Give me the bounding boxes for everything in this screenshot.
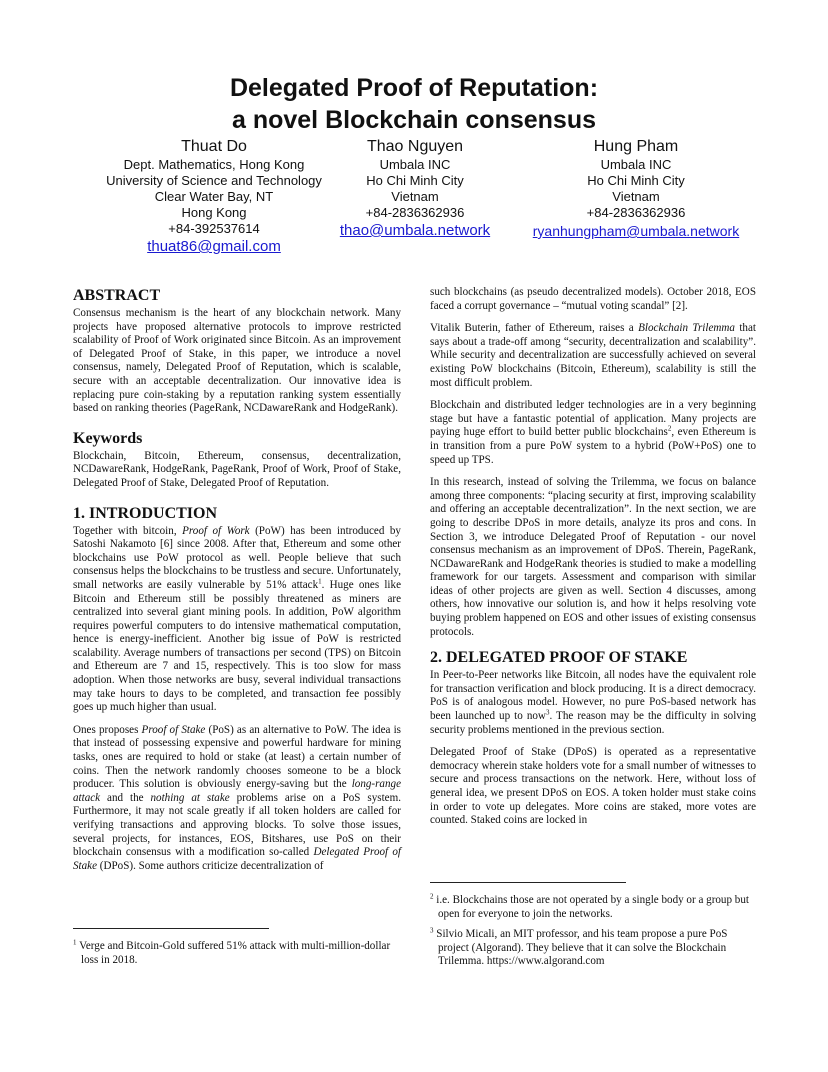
footnote-marker: 1 [318, 577, 322, 586]
left-column [73, 286, 401, 882]
author-block-1 [73, 137, 355, 257]
dpos-paragraph-1: In Peer-to-Peer networks like Bitcoin, all nodes have the equivalent role for transaction verification and block producing. It is a direct democracy. PoS is of analogous model. However, no pure PoS-based network has been launched up to now$^3$. The reason may be the difficulty in solving security problems mentioned in the previous section. [430, 669, 757, 736]
author-block-3 [520, 137, 752, 241]
footnote-marker: 3 [545, 708, 550, 717]
author-email-link[interactable]: ryanhungpham@umbala.network [532, 223, 740, 239]
footnote-rule-left [73, 928, 269, 929]
author-affiliation-line: Vietnam [391, 189, 439, 204]
author-email-link[interactable]: thuat86@gmail.com [147, 238, 281, 255]
right-paragraph-0: such blockchains (as pseudo decentralized models). October 2018, EOS faced a corrupt governance – “mutual voting scandal” [2]. [430, 286, 756, 312]
intro-paragraph-1: Together with bitcoin, Proof of Work (PoW) has been introduced by Satoshi Nakamoto [6] since 2008. After that, Ethereum and some other blockchains use PoW protocol as well. People believe that such consensus helps the blockchains to be trustless and secure. Unfortunately, small networks are easily vulnerable by 51% attack$^1$. Huge ones like Bitcoin and Ethereum still be possibly threatened as miners are centralized into several giant mining pools. In addition, PoW algorithm requires powerful computers to do intensive mathematical computation, hence is energy-inefficient. Another big issue of PoW is restricted scalability. Average numbers of transactions per second (TPS) on Bitcoin and Ethereum are 7 and 15, respectively. This is too slow for mass adoption. When those networks are busy, several individual transactions may take hours to days to be completed, and transaction fee possibly goes up much higher than usual. [73, 524, 401, 714]
author-affiliation-line: Clear Water Bay, NT [154, 189, 274, 204]
author-affiliation-line: University of Science and Technology [106, 173, 322, 188]
abstract-text: Consensus mechanism is the heart of any blockchain network. Many projects have proposed alternative protocols to improve restricted scalability of Proof of Work originated since Bitcoin. As an improvement of Delegated Proof of Stake, in this paper, we introduce a novel consensus, namely, Delegated Proof of Reputation, which is scalable, secure with an acceptable decentralization. Our innovative idea is replacing pure coin-staking by a reputation ranking system essentially based on ranking theories (PageRank, NCDawareRank and HodgeRank). [73, 307, 401, 415]
footnote-marker: 2 [667, 424, 672, 433]
right-paragraph-1: Vitalik Buterin, father of Ethereum, raises a Blockchain Trilemma that says about a trade-off among “security, decentralization and scalability”. While security and decentralization are successfully achieved on several existing PoW blockchains (Bitcoin, Ethereum), scalability is still the most difficult problem. [430, 322, 756, 389]
author-affiliation-line: Ho Chi Minh City [587, 173, 685, 188]
title-line-1: Delegated Proof of Reputation: [229, 74, 599, 102]
intro-paragraph-2: Ones proposes Proof of Stake (PoS) as an alternative to PoW. The idea is that instead of possessing expensive and powerful hardware for mining tasks, ones are required to hold or stake (at least) a certain number of coins. Then the network randomly chooses someone to be a block producer. This solution is obviously energy-saving but the long-range attack and the nothing at stake problems arise on a PoS system. Furthermore, it may not scale greatly if all token holders are called for verifying transactions and approving blocks. To solve those issues, several projects, for instances, EOS, Bitshares, use PoS on their blockchain consensus with a modification so-called Delegated Proof of Stake (DPoS). Some authors criticize decentralization of [73, 723, 401, 872]
author-phone: +84-2836362936 [365, 205, 465, 220]
author-affiliation-line: Umbala INC [600, 157, 672, 172]
footnote-1: $^1$ Verge and Bitcoin-Gold suffered 51% attack with multi-million-dollar loss in 2018. [73, 938, 391, 966]
author-name: Thao Nguyen [366, 138, 464, 155]
author-affiliation-line: Vietnam [612, 189, 660, 204]
author-email-link[interactable]: thao@umbala.network [339, 222, 491, 239]
keywords-heading: Keywords [73, 429, 143, 447]
author-name: Thuat Do [181, 138, 247, 155]
paper-title [0, 72, 828, 136]
title-line-2: a novel Blockchain consensus [231, 106, 596, 134]
author-affiliation-line: Dept. Mathematics, Hong Kong [123, 157, 305, 172]
author-affiliation-line: Hong Kong [181, 205, 247, 220]
right-paragraph-3: In this research, instead of solving the Trilemma, we focus on balance among three components: “placing security at first, improving scalability and offering an acceptable decentralization”. In the next section, we are going to describe DPoS in more details, analyze its pros and cons. In Section 3, we introduce Delegated Proof of Reputation - our novel consensus mechanism as an improvement of DPoS. Therein, PageRank, NCDawareRank and HodgeRank theories is studied to make a modelling framework for our targets. Assessment and comparison with similar ideas of other projects are given as well. Section 4 discusses, among others, how innovative our solution is, and how it helps resolving vote buying problem happened on EOS and other issues of existing consensus protocols. [430, 476, 756, 638]
footnote-3: $^3$ Silvio Micali, an MIT professor, and his team propose a pure PoS project (Algorand). They believe that it can solve the Blockchain Trilemma. https://www.algorand.com [430, 926, 728, 968]
introduction-heading: 1. INTRODUCTION [73, 504, 218, 522]
author-phone: +84-2836362936 [586, 205, 686, 220]
footnote-rule-right [430, 882, 626, 883]
abstract-heading: ABSTRACT [73, 287, 161, 304]
dpos-paragraph-2: Delegated Proof of Stake (DPoS) is operated as a representative democracy wherein stake holders vote for a small number of witnesses to secure and process transactions on the network. Here, without loss of general idea, we present DPoS on EOS. A token holder must stake coins in order to vote up delegates. More coins are staked, more votes are counted. Staked coins are locked in [430, 746, 756, 827]
right-column [430, 286, 756, 837]
keywords-text: Blockchain, Bitcoin, Ethereum, consensus, decentralization, NCDawareRank, HodgeRank, PageRank, Proof of Work, Proof of Stake, Delegated Proof of Stake, Delegated Proof of Reputation. [73, 449, 401, 489]
author-affiliation-line: Umbala INC [379, 157, 451, 172]
author-block-2 [320, 137, 510, 241]
footnote-2: $^2$ i.e. Blockchains those are not operated by a single body or a group but open for everyone to join the networks. [430, 892, 749, 920]
author-name: Hung Pham [593, 138, 679, 155]
right-paragraph-2: Blockchain and distributed ledger technologies are in a very beginning stage but have a fantastic potential of application. Many projects are paying huge effort to build better public blockchains$^2$, even Ethereum is in transition from a pure PoW system to a hybrid (PoW+PoS) one to speed up TPS. [430, 399, 756, 466]
dpos-heading: 2. DELEGATED PROOF OF STAKE [430, 649, 688, 667]
author-phone: +84-392537614 [168, 221, 260, 236]
author-affiliation-line: Ho Chi Minh City [366, 173, 464, 188]
